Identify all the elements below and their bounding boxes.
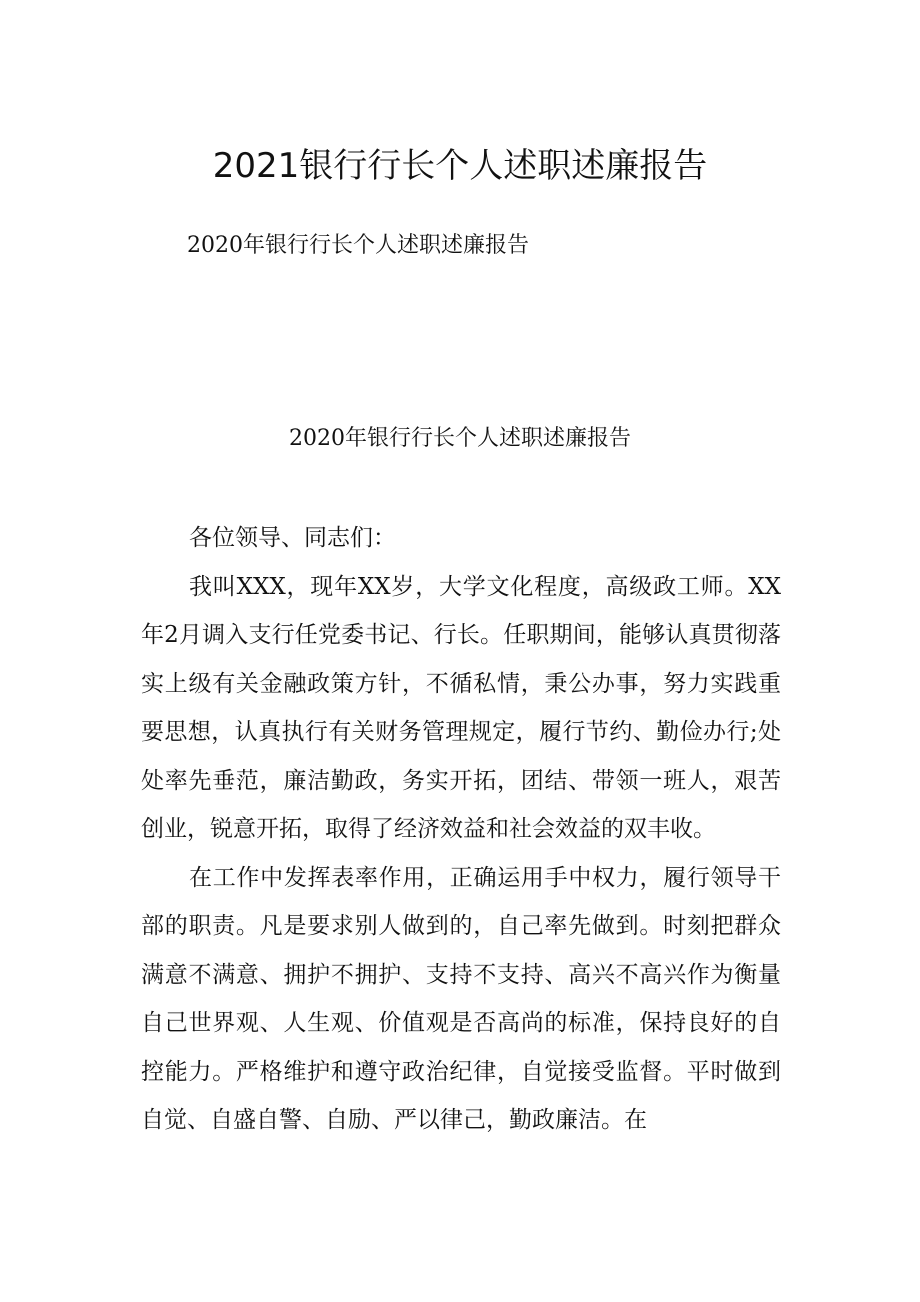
document-subtitle: 2020年银行行长个人述职述廉报告 xyxy=(187,233,529,258)
report-heading: 2020年银行行长个人述职述廉报告 xyxy=(289,426,631,451)
body-paragraph-2: 在工作中发挥表率作用，正确运用手中权力，履行领导干部的职责。凡是要求别人做到的，自己率先做到。时刻把群众满意不满意、拥护不拥护、支持不支持、高兴不高兴作为衡量自己世界观、人生观、价值观是否高尚的标准，保持良好的自控能力。严格维护和遵守政治纪律，自觉接受监督。平时做到自觉、自盛自警、自励、严以律己，勤政廉洁。在 xyxy=(141,864,781,1133)
greeting-paragraph: 各位领导、同志们： xyxy=(189,525,396,551)
document-title: 2021银行行长个人述职述廉报告 xyxy=(212,146,708,186)
body-paragraph-1: 我叫XXX，现年XX岁，大学文化程度，高级政工师。XX年2月调入支行任党委书记、行长。任职期间，能够认真贯彻落实上级有关金融政策方针，不循私情，秉公办事，努力实践重要思想，认真执行有关财务管理规定，履行节约、勤俭办行;处处率先垂范，廉洁勤政，务实开拓，团结、带领一班人，艰苦创业，锐意开拓，取得了经济效益和社会效益的双丰收。 xyxy=(141,573,781,842)
report-body xyxy=(141,514,781,1145)
